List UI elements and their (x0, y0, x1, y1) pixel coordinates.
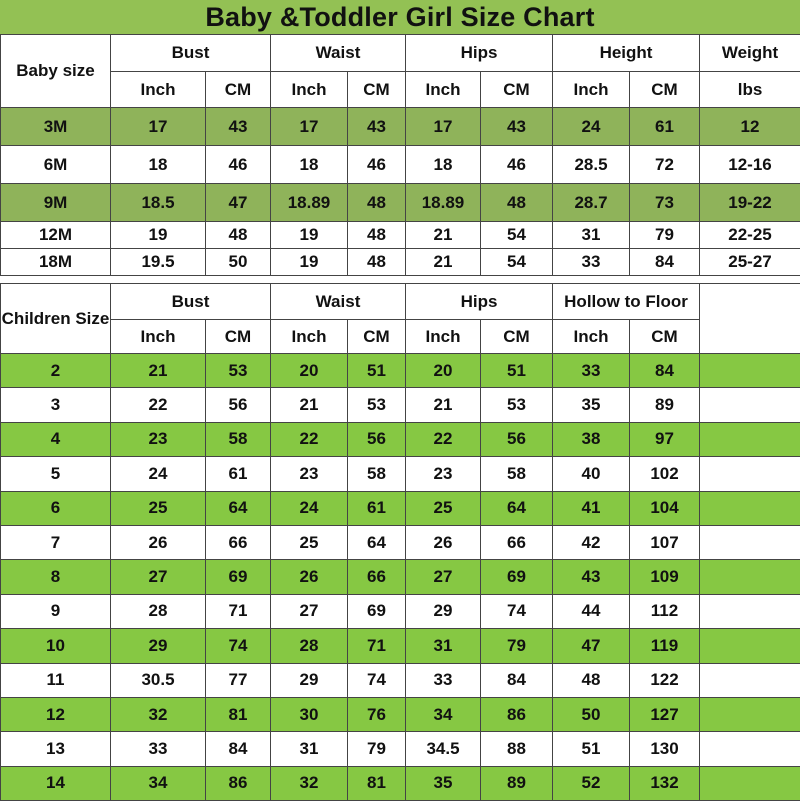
measurement-cell: 58 (206, 422, 271, 456)
measurement-cell: 22-25 (700, 222, 800, 249)
measurement-cell: 33 (553, 249, 630, 276)
empty-cell (700, 354, 800, 388)
baby-size-table (0, 34, 800, 276)
unit-header: CM (630, 320, 700, 354)
measurement-cell: 73 (630, 184, 700, 222)
measurement-cell: 48 (348, 184, 406, 222)
hips-header: Hips (406, 35, 553, 72)
measurement-cell: 112 (630, 594, 700, 628)
measurement-cell: 61 (348, 491, 406, 525)
measurement-cell: 74 (348, 663, 406, 697)
size-label-cell: 9 (1, 594, 111, 628)
measurement-cell: 66 (348, 560, 406, 594)
empty-cell (700, 525, 800, 559)
unit-header: CM (206, 320, 271, 354)
measurement-cell: 46 (481, 146, 553, 184)
measurement-cell: 26 (271, 560, 348, 594)
empty-cell (700, 697, 800, 731)
measurement-cell: 21 (271, 388, 348, 422)
measurement-cell: 21 (406, 222, 481, 249)
size-label-cell: 3M (1, 108, 111, 146)
size-label-cell: 9M (1, 184, 111, 222)
empty-cell (700, 663, 800, 697)
size-label-cell: 3 (1, 388, 111, 422)
size-label-cell: 10 (1, 629, 111, 663)
unit-header: CM (630, 72, 700, 108)
measurement-cell: 27 (271, 594, 348, 628)
table-row (1, 629, 800, 663)
measurement-cell: 54 (481, 249, 553, 276)
measurement-cell: 19 (271, 222, 348, 249)
measurement-cell: 97 (630, 422, 700, 456)
table-row (1, 732, 800, 766)
empty-cell (700, 560, 800, 594)
measurement-cell: 31 (271, 732, 348, 766)
measurement-cell: 38 (553, 422, 630, 456)
measurement-cell: 58 (348, 457, 406, 491)
measurement-cell: 104 (630, 491, 700, 525)
measurement-cell: 19.5 (111, 249, 206, 276)
table-row (1, 457, 800, 491)
measurement-cell: 79 (348, 732, 406, 766)
measurement-cell: 132 (630, 766, 700, 800)
baby-unit-header-row (1, 72, 800, 108)
measurement-cell: 43 (206, 108, 271, 146)
measurement-cell: 50 (206, 249, 271, 276)
measurement-cell: 25-27 (700, 249, 800, 276)
children-size-table (0, 283, 800, 801)
measurement-cell: 25 (111, 491, 206, 525)
table-row (1, 560, 800, 594)
measurement-cell: 77 (206, 663, 271, 697)
measurement-cell: 74 (481, 594, 553, 628)
measurement-cell: 12 (700, 108, 800, 146)
empty-cell (700, 491, 800, 525)
measurement-cell: 41 (553, 491, 630, 525)
measurement-cell: 18 (406, 146, 481, 184)
size-label-cell: 12 (1, 697, 111, 731)
children-group-header-row (1, 284, 800, 320)
measurement-cell: 30.5 (111, 663, 206, 697)
measurement-cell: 29 (406, 594, 481, 628)
measurement-cell: 34.5 (406, 732, 481, 766)
measurement-cell: 48 (348, 222, 406, 249)
empty-cell (700, 422, 800, 456)
measurement-cell: 86 (481, 697, 553, 731)
measurement-cell: 23 (111, 422, 206, 456)
measurement-cell: 43 (348, 108, 406, 146)
measurement-cell: 71 (348, 629, 406, 663)
table-row (1, 697, 800, 731)
table-row (1, 594, 800, 628)
size-label-cell: 8 (1, 560, 111, 594)
measurement-cell: 25 (406, 491, 481, 525)
table-row (1, 388, 800, 422)
empty-cell (700, 284, 800, 354)
measurement-cell: 64 (481, 491, 553, 525)
bust-header: Bust (111, 284, 271, 320)
unit-header: CM (206, 72, 271, 108)
measurement-cell: 35 (553, 388, 630, 422)
measurement-cell: 66 (206, 525, 271, 559)
unit-header: Inch (406, 320, 481, 354)
measurement-cell: 28 (271, 629, 348, 663)
measurement-cell: 48 (481, 184, 553, 222)
measurement-cell: 40 (553, 457, 630, 491)
unit-header: CM (481, 320, 553, 354)
measurement-cell: 33 (111, 732, 206, 766)
measurement-cell: 29 (271, 663, 348, 697)
height-header: Height (553, 35, 700, 72)
table-row (1, 663, 800, 697)
empty-cell (700, 629, 800, 663)
measurement-cell: 76 (348, 697, 406, 731)
measurement-cell: 24 (553, 108, 630, 146)
measurement-cell: 79 (481, 629, 553, 663)
size-label-cell: 2 (1, 354, 111, 388)
measurement-cell: 109 (630, 560, 700, 594)
measurement-cell: 43 (553, 560, 630, 594)
table-row (1, 525, 800, 559)
empty-cell (700, 594, 800, 628)
measurement-cell: 86 (206, 766, 271, 800)
measurement-cell: 19 (271, 249, 348, 276)
measurement-cell: 27 (406, 560, 481, 594)
measurement-cell: 127 (630, 697, 700, 731)
measurement-cell: 18.89 (406, 184, 481, 222)
measurement-cell: 18 (271, 146, 348, 184)
measurement-cell: 17 (406, 108, 481, 146)
measurement-cell: 56 (206, 388, 271, 422)
measurement-cell: 33 (406, 663, 481, 697)
unit-header: Inch (111, 72, 206, 108)
measurement-cell: 26 (406, 525, 481, 559)
measurement-cell: 48 (206, 222, 271, 249)
measurement-cell: 24 (271, 491, 348, 525)
unit-header: Inch (406, 72, 481, 108)
measurement-cell: 122 (630, 663, 700, 697)
measurement-cell: 102 (630, 457, 700, 491)
size-label-cell: 13 (1, 732, 111, 766)
empty-cell (700, 388, 800, 422)
measurement-cell: 72 (630, 146, 700, 184)
measurement-cell: 27 (111, 560, 206, 594)
measurement-cell: 34 (406, 697, 481, 731)
chart-title: Baby &Toddler Girl Size Chart (0, 0, 800, 35)
measurement-cell: 31 (553, 222, 630, 249)
unit-header: Inch (111, 320, 206, 354)
measurement-cell: 21 (111, 354, 206, 388)
measurement-cell: 34 (111, 766, 206, 800)
measurement-cell: 61 (206, 457, 271, 491)
bust-header: Bust (111, 35, 271, 72)
children-size-header: Children Size (1, 284, 111, 354)
measurement-cell: 20 (271, 354, 348, 388)
size-label-cell: 11 (1, 663, 111, 697)
measurement-cell: 56 (481, 422, 553, 456)
measurement-cell: 56 (348, 422, 406, 456)
measurement-cell: 51 (553, 732, 630, 766)
size-label-cell: 12M (1, 222, 111, 249)
measurement-cell: 20 (406, 354, 481, 388)
unit-header: CM (348, 320, 406, 354)
measurement-cell: 107 (630, 525, 700, 559)
measurement-cell: 25 (271, 525, 348, 559)
measurement-cell: 31 (406, 629, 481, 663)
measurement-cell: 64 (206, 491, 271, 525)
measurement-cell: 48 (348, 249, 406, 276)
table-row (1, 491, 800, 525)
measurement-cell: 21 (406, 249, 481, 276)
weight-header: Weight (700, 35, 800, 72)
measurement-cell: 74 (206, 629, 271, 663)
measurement-cell: 43 (481, 108, 553, 146)
measurement-cell: 28 (111, 594, 206, 628)
size-label-cell: 18M (1, 249, 111, 276)
measurement-cell: 22 (271, 422, 348, 456)
measurement-cell: 119 (630, 629, 700, 663)
size-label-cell: 6 (1, 491, 111, 525)
measurement-cell: 84 (630, 354, 700, 388)
children-unit-header-row (1, 320, 800, 354)
measurement-cell: 18 (111, 146, 206, 184)
waist-header: Waist (271, 284, 406, 320)
hollow-to-floor-header: Hollow to Floor (553, 284, 700, 320)
measurement-cell: 66 (481, 525, 553, 559)
table-row (1, 108, 800, 146)
measurement-cell: 33 (553, 354, 630, 388)
table-row (1, 422, 800, 456)
measurement-cell: 71 (206, 594, 271, 628)
measurement-cell: 54 (481, 222, 553, 249)
measurement-cell: 28.7 (553, 184, 630, 222)
measurement-cell: 52 (553, 766, 630, 800)
measurement-cell: 69 (481, 560, 553, 594)
unit-header: Inch (271, 320, 348, 354)
measurement-cell: 46 (348, 146, 406, 184)
size-label-cell: 4 (1, 422, 111, 456)
measurement-cell: 69 (206, 560, 271, 594)
empty-cell (700, 457, 800, 491)
measurement-cell: 46 (206, 146, 271, 184)
measurement-cell: 130 (630, 732, 700, 766)
measurement-cell: 79 (630, 222, 700, 249)
table-row (1, 222, 800, 249)
measurement-cell: 84 (206, 732, 271, 766)
unit-header: Inch (271, 72, 348, 108)
measurement-cell: 58 (481, 457, 553, 491)
table-row (1, 146, 800, 184)
measurement-cell: 53 (206, 354, 271, 388)
baby-group-header-row (1, 35, 800, 72)
measurement-cell: 17 (111, 108, 206, 146)
measurement-cell: 19-22 (700, 184, 800, 222)
empty-cell (700, 732, 800, 766)
measurement-cell: 44 (553, 594, 630, 628)
measurement-cell: 24 (111, 457, 206, 491)
baby-size-header: Baby size (1, 35, 111, 108)
measurement-cell: 53 (348, 388, 406, 422)
measurement-cell: 18.89 (271, 184, 348, 222)
measurement-cell: 64 (348, 525, 406, 559)
unit-header: Inch (553, 320, 630, 354)
waist-header: Waist (271, 35, 406, 72)
size-label-cell: 7 (1, 525, 111, 559)
size-label-cell: 5 (1, 457, 111, 491)
measurement-cell: 51 (348, 354, 406, 388)
measurement-cell: 30 (271, 697, 348, 731)
measurement-cell: 89 (630, 388, 700, 422)
measurement-cell: 61 (630, 108, 700, 146)
measurement-cell: 81 (348, 766, 406, 800)
measurement-cell: 53 (481, 388, 553, 422)
measurement-cell: 84 (481, 663, 553, 697)
measurement-cell: 23 (406, 457, 481, 491)
table-row (1, 354, 800, 388)
measurement-cell: 35 (406, 766, 481, 800)
measurement-cell: 32 (111, 697, 206, 731)
measurement-cell: 28.5 (553, 146, 630, 184)
unit-header: CM (481, 72, 553, 108)
measurement-cell: 26 (111, 525, 206, 559)
empty-cell (700, 766, 800, 800)
measurement-cell: 47 (206, 184, 271, 222)
measurement-cell: 29 (111, 629, 206, 663)
measurement-cell: 17 (271, 108, 348, 146)
measurement-cell: 51 (481, 354, 553, 388)
measurement-cell: 69 (348, 594, 406, 628)
size-label-cell: 6M (1, 146, 111, 184)
measurement-cell: 89 (481, 766, 553, 800)
measurement-cell: 81 (206, 697, 271, 731)
measurement-cell: 18.5 (111, 184, 206, 222)
measurement-cell: 22 (111, 388, 206, 422)
unit-header: lbs (700, 72, 800, 108)
measurement-cell: 22 (406, 422, 481, 456)
measurement-cell: 23 (271, 457, 348, 491)
measurement-cell: 19 (111, 222, 206, 249)
measurement-cell: 48 (553, 663, 630, 697)
table-row (1, 249, 800, 276)
measurement-cell: 21 (406, 388, 481, 422)
measurement-cell: 88 (481, 732, 553, 766)
measurement-cell: 12-16 (700, 146, 800, 184)
table-row (1, 766, 800, 800)
unit-header: CM (348, 72, 406, 108)
measurement-cell: 42 (553, 525, 630, 559)
measurement-cell: 84 (630, 249, 700, 276)
size-label-cell: 14 (1, 766, 111, 800)
measurement-cell: 32 (271, 766, 348, 800)
unit-header: Inch (553, 72, 630, 108)
hips-header: Hips (406, 284, 553, 320)
table-row (1, 184, 800, 222)
measurement-cell: 47 (553, 629, 630, 663)
measurement-cell: 50 (553, 697, 630, 731)
